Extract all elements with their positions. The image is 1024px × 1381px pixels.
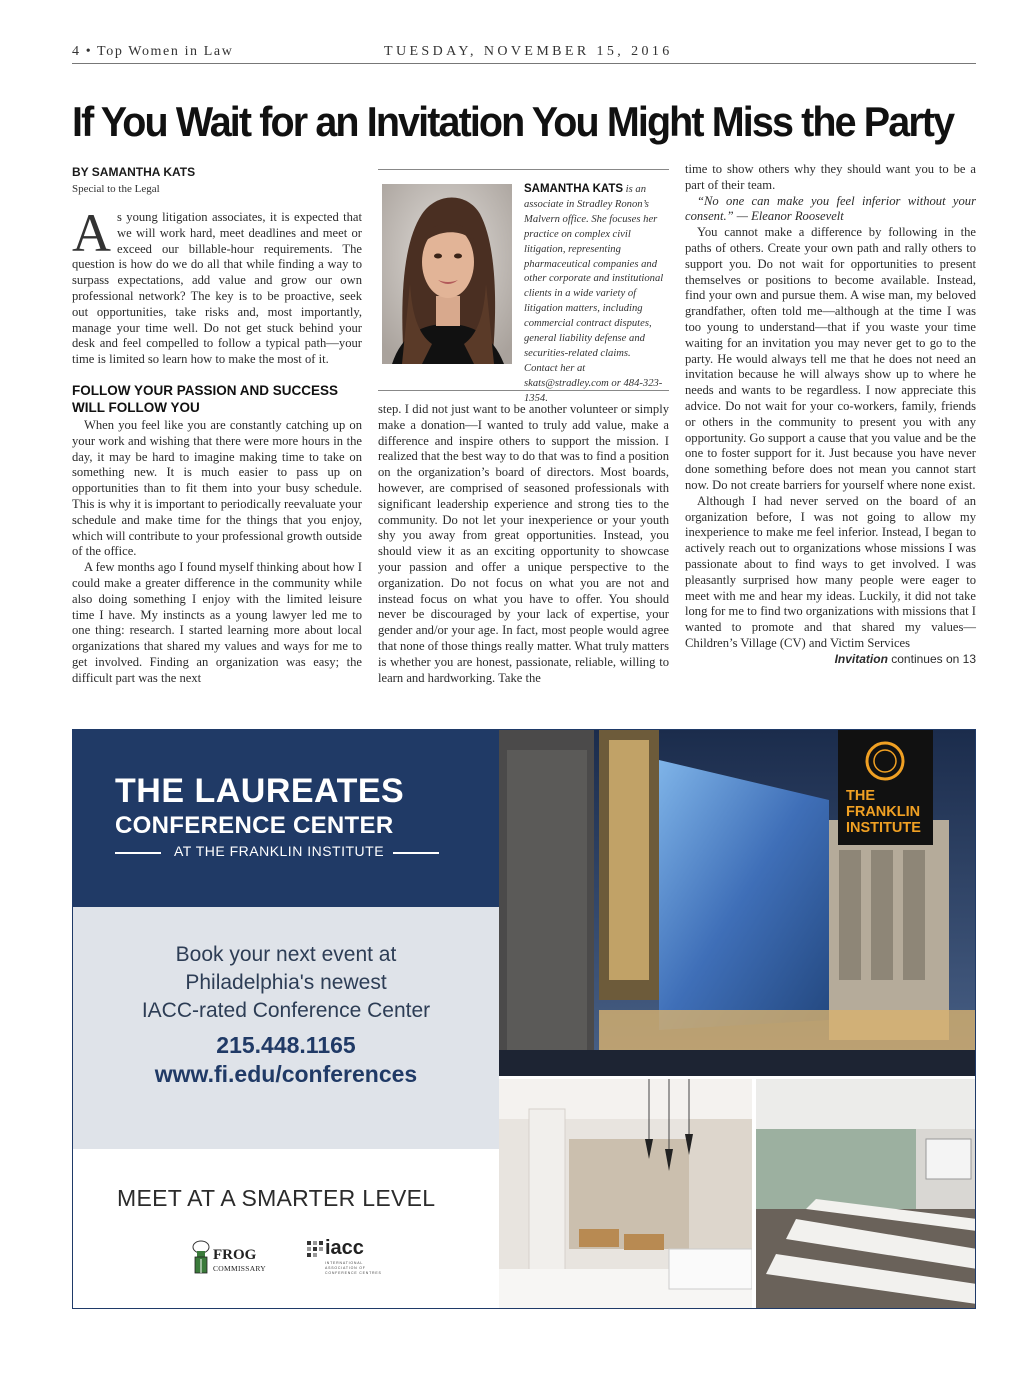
ad-footer-panel bbox=[73, 1149, 499, 1309]
paragraph-intro bbox=[72, 203, 362, 368]
continuation-jump bbox=[685, 652, 976, 668]
bio-name: SAMANTHA KATS bbox=[524, 183, 624, 195]
pull-quote: “No one can make you feel inferior without your consent.” — Eleanor Roosevelt bbox=[685, 193, 976, 224]
ad-tagline: MEET AT A SMARTER LEVEL bbox=[117, 1185, 436, 1211]
iacc-logo-sub: INTERNATIONAL ASSOCIATION OF CONFERENCE CENTRES bbox=[325, 1261, 382, 1275]
franklin-institute-logo bbox=[838, 730, 933, 845]
iacc-logo bbox=[307, 1237, 397, 1287]
folio-date: TUESDAY, NOVEMBER 15, 2016 bbox=[384, 44, 673, 59]
ad-book-line: Book your next event at bbox=[175, 943, 397, 966]
ad-contact bbox=[73, 1031, 499, 1089]
ad-title-second-line: CONFERENCE CENTER bbox=[115, 812, 394, 839]
ad-header-panel bbox=[73, 730, 499, 907]
article-headline: If You Wait for an Invitation You Might Miss the Party bbox=[72, 98, 954, 145]
paragraph: Although I had never served on the board of an organization before, I was not going to allow my inexperience to make me feel inferior. Instead, I began to actively reach out to organizations whose missions I was passionate about to find ways to get involved. I was pleasantly surprised how many people were eager to meet with me and hear my ideas. Luckily, it did not take long for me to find two organizations with missions that I wanted to promote and that shared my values—Children’s Village (CV) and Victim Services bbox=[685, 493, 976, 650]
ad-book-text bbox=[73, 941, 499, 1025]
frog-logo-name: FROG bbox=[213, 1247, 257, 1263]
byline-affiliation: Special to the Legal bbox=[72, 183, 160, 195]
paragraph: time to show others why they should want you to be a part of their team. bbox=[685, 162, 976, 192]
conference-room-photo bbox=[756, 1079, 976, 1309]
ad-subtitle: AT THE FRANKLIN INSTITUTE bbox=[173, 843, 385, 859]
paragraph-intro-text: s young litigation associates, it is expected that we will work hard, meet deadlines and meet or exceed our billable-hour requirements. The question is how do we do all that while finding a way to surpass expectations, add value and grow our own professional network? The key is to be proactive, seek out opportunities, take risks and, most importantly, manage your time well. Do not get stuck behind your desk and feel compelled to follow a typical path—your time is limited so learn how to make the most of it. bbox=[72, 210, 362, 367]
lobby-photo bbox=[499, 1079, 752, 1309]
chef-icon bbox=[191, 1239, 211, 1279]
paragraph: When you feel like you are constantly catching up on your work and wishing that there were more hours in the day, it may be hard to imagine making time to take on something new. It is much easier to pass up on opportunities than to fit them into your busy schedule. This is why it is important to periodically reevaluate your schedule and make time for the things that you enjoy, which will contribute to your professional growth outside of the office. bbox=[72, 417, 362, 559]
byline-author: BY SAMANTHA KATS bbox=[72, 165, 196, 179]
fi-logo-text bbox=[846, 788, 921, 836]
ad-book-line: Philadelphia's newest bbox=[185, 971, 387, 994]
ad-title: THE LAUREATES bbox=[115, 772, 405, 810]
ad-book-line: IACC-rated Conference Center bbox=[141, 999, 431, 1022]
author-bio-text bbox=[524, 182, 664, 407]
author-bio-box bbox=[378, 169, 669, 404]
ad-info-panel bbox=[73, 907, 499, 1149]
frog-logo-sub: COMMISSARY bbox=[213, 1264, 267, 1273]
paragraph: A few months ago I found myself thinking about how I could make a greater difference in the community while also doing something I enjoy with the limited leisure time I have. My instincts as a young lawyer led me to one thing: research. I started learning more about local organizations that shared my values and ways for me to get involved. Finding an organization was easy; the difficult part was the next bbox=[72, 560, 362, 685]
page-folio bbox=[72, 44, 976, 64]
paragraph: step. I did not just want to be another volunteer or simply make a donation—I wanted to truly add value, make a difference and inspire others to support the mission. I realized that the best way to do that was to find a position on the organization’s board of directors. Most boards, however, are comprised of seasoned professionals with significant leadership experience and strong ties to the community. Do not let your inexperience or your youth shy you away from great opportunities. Instead, you should view it as an exciting opportunity to showcase your passion and offer a unique perspective to the organization. Do not focus on what you are not and instead focus on what you have to offer. You should never be discouraged by your lack of expertise, your gender and/or your age. In fact, most people would agree that none of those things really matter. What truly matters is whether you are honest, passionate, reliable, willing to learn and hardworking. Take the bbox=[378, 402, 669, 685]
drop-cap: A bbox=[72, 203, 111, 263]
iacc-mark-icon bbox=[307, 1241, 323, 1257]
fi-logo-line: THE bbox=[846, 788, 875, 804]
article-column-2 bbox=[378, 402, 669, 686]
jump-keyword: Invitation bbox=[834, 651, 888, 666]
folio-section: 4 • Top Women in Law bbox=[72, 44, 234, 59]
jump-page: continues on 13 bbox=[887, 651, 976, 666]
article-column-1 bbox=[72, 165, 362, 687]
fi-logo-line: INSTITUTE bbox=[846, 820, 921, 836]
ad-url[interactable]: www.fi.edu/conferences bbox=[154, 1061, 418, 1087]
section-subhead: FOLLOW YOUR PASSION AND SUCCESS WILL FOLLOW YOU bbox=[72, 382, 339, 415]
ad-phone: 215.448.1165 bbox=[216, 1032, 356, 1058]
iacc-logo-name: iacc bbox=[325, 1237, 364, 1259]
article-column-3 bbox=[685, 162, 976, 668]
fi-logo-line: FRANKLIN bbox=[846, 804, 921, 820]
paragraph: You cannot make a difference by following in the paths of others. Create your own path and rally others to support you. Do not wait for opportunities to present themselves or positions to become available. Instead, find your own and pursue them. A wise man, my beloved grandfather, often told me—although at the time I was too young to understand—that if you waste your time waiting for an invitation you may never get to go to the party. He would always tell me that he does not need an invitation because he will always show up to where he needs and wants to be regardless. I now appreciate this advice. Do not wait for your co-workers, family, friends or others in the community to present you with any opportunity. Go support a cause that you value and be the one to foster support for it. Just because you have never done something before does not mean you cannot start now. Do not create barriers for yourself where none exist. bbox=[685, 225, 976, 492]
author-photo bbox=[382, 184, 512, 364]
fi-circle-icon bbox=[860, 736, 910, 786]
bio-description: is an associate in Stradley Ronon’s Malvern office. She focuses her practice on complex civil litigation, representing pharmaceutical companies and other corporate and institutional clients in a wide variety of litigation matters, including commercial contract disputes, general liability defense and securities-related claims. Contact her at skats@stradley.com or 484-323-1354. bbox=[524, 184, 664, 404]
advertisement bbox=[72, 729, 976, 1309]
frog-commissary-logo bbox=[191, 1239, 281, 1279]
